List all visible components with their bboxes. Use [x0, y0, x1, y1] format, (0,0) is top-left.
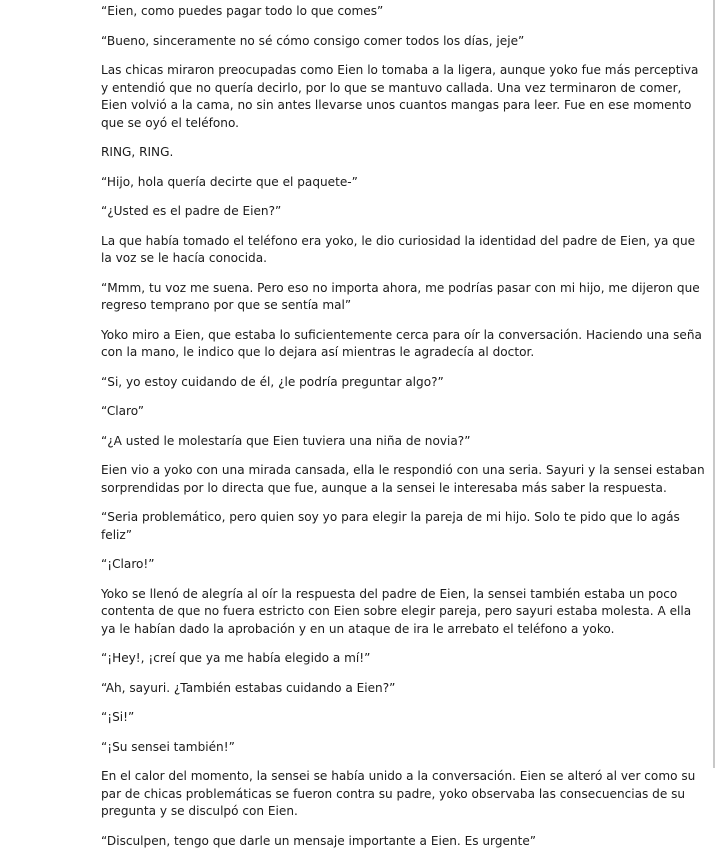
text-line: Yoko miro a Eien, que estaba lo suficientemente cerca para oír la conversación. Haciendo una seña	[101, 327, 702, 342]
text-line: “Disculpen, tengo que darle un mensaje importante a Eien. Es urgente”	[101, 833, 537, 848]
text-line: “Hijo, hola quería decirte que el paquete-”	[101, 174, 358, 189]
paragraph	[101, 233, 696, 268]
text-line: ya le habían dado la aprobación y en un ataque de ira le arrebato el teléfono a yoko.	[101, 621, 615, 636]
text-line: contenta de que no fuera estricto con Eien sobre elegir pareja, pero sayuri estaba molesta. A ella	[101, 604, 692, 618]
paragraph	[101, 709, 616, 727]
paragraph	[101, 680, 616, 698]
paragraph	[101, 739, 616, 757]
text-line: “Claro”	[101, 404, 144, 418]
paragraph	[101, 509, 680, 544]
paragraph	[101, 650, 616, 668]
text-line: sorprendidas por lo directa que fue, aunque a la sensei le interesaba más saber la respuesta.	[101, 480, 667, 495]
text-line: “Bueno, sinceramente no sé cómo consigo comer todos los días, jeje”	[101, 33, 525, 48]
document-body	[101, 3, 705, 862]
text-line: la voz se le hacía conocida.	[101, 251, 267, 265]
text-line: “Ah, sayuri. ¿También estabas cuidando a Eien?”	[101, 680, 396, 695]
paragraph	[101, 556, 616, 574]
text-line: pregunta y se disculpó con Eien.	[101, 804, 298, 818]
text-line: RING, RING.	[101, 145, 174, 159]
paragraph	[101, 203, 616, 221]
text-line: Las chicas miraron preocupadas como Eien lo tomaba a la ligera, aunque yoko fue más perceptiva	[101, 63, 699, 77]
paragraph	[101, 374, 616, 392]
paragraph	[101, 174, 616, 192]
paragraph	[101, 768, 696, 821]
paragraph	[101, 403, 616, 421]
text-line: “Si, yo estoy cuidando de él, ¿le podría preguntar algo?”	[101, 374, 444, 389]
text-line: Yoko se llenó de alegría al oír la respuesta del padre de Eien, la sensei también estaba un poco	[101, 586, 678, 601]
text-line: y entendió que no quería decirlo, por lo que se mantuvo callada. Una vez terminaron de comer,	[101, 80, 682, 95]
paragraph	[101, 280, 700, 315]
text-line: “¡Hey!, ¡creí que ya me había elegido a mí!”	[101, 651, 371, 665]
text-line: con la mano, le indico que lo dejara así mientras le agradecía al doctor.	[101, 345, 535, 359]
text-line: Eien volvió a la cama, no sin antes llevarse unos cuantos mangas para leer. Fue en ese momento	[101, 98, 692, 112]
text-line: “¡Claro!”	[101, 557, 155, 571]
text-line: “¡Si!”	[101, 710, 135, 724]
text-line: que se oyó el teléfono.	[101, 115, 239, 130]
text-line: “¡Su sensei también!”	[101, 739, 235, 754]
paragraph	[101, 3, 616, 21]
paragraph	[101, 586, 692, 639]
text-line: “Eien, como puedes pagar todo lo que comes”	[101, 4, 384, 18]
text-line: “¿A usted le molestaría que Eien tuviera una niña de novia?”	[101, 433, 471, 448]
paragraph	[101, 833, 616, 851]
paragraph	[101, 144, 616, 162]
paragraph	[101, 327, 702, 362]
paragraph	[101, 33, 616, 51]
paragraph	[101, 462, 705, 497]
text-line: feliz”	[101, 527, 133, 542]
text-line: En el calor del momento, la sensei se había unido a la conversación. Eien se alteró al ver como su	[101, 769, 696, 783]
text-line: “Mmm, tu voz me suena. Pero eso no importa ahora, me podrías pasar con mi hijo, me dijeron que	[101, 280, 700, 295]
text-line: regreso temprano por que se sentía mal”	[101, 298, 352, 312]
text-line: “¿Usted es el padre de Eien?”	[101, 204, 282, 218]
text-line: par de chicas problemáticas se fueron contra su padre, yoko observaba las consecuencias de su	[101, 786, 686, 801]
paragraph	[101, 433, 616, 451]
paragraph	[101, 62, 699, 132]
text-line: “Seria problemático, pero quien soy yo para elegir la pareja de mi hijo. Solo te pido que lo agás	[101, 510, 680, 524]
text-line: Eien vio a yoko con una mirada cansada, ella le respondió con una seria. Sayuri y la sensei estaban	[101, 463, 705, 477]
text-line: La que había tomado el teléfono era yoko, le dio curiosidad la identidad del padre de Eien, ya que	[101, 233, 696, 248]
